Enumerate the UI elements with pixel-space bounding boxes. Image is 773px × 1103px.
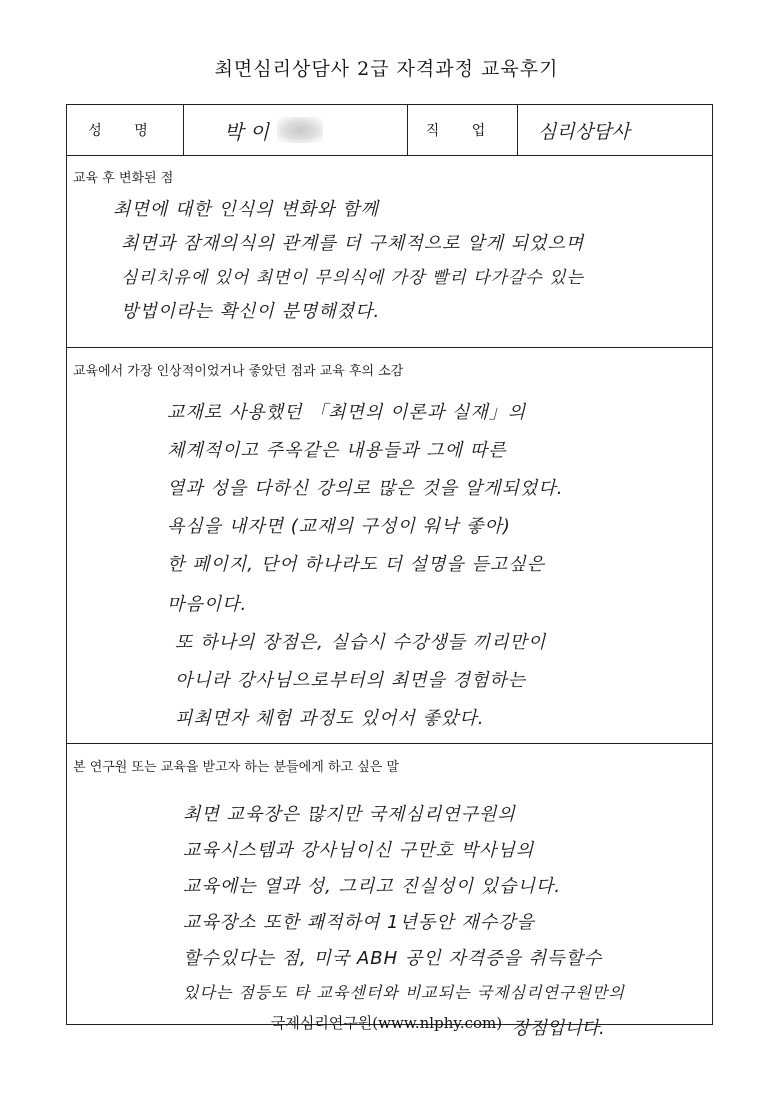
handwritten-line-overlap: 장점입니다. [512,1018,605,1039]
handwritten-line: 욕심을 내자면 (교재의 구성이 워낙 좋아) [167,516,511,537]
handwritten-line: 최면과 잠재의식의 관계를 더 구체적으로 알게 되었으며 [121,233,585,254]
section-message [67,744,712,1026]
section-label: 교육 후 변화된 점 [73,171,174,186]
handwritten-line: 최면에 대한 인식의 변화와 함께 [113,199,379,220]
handwritten-line: 열과 성을 다하신 강의로 많은 것을 알게되었다. [167,478,564,499]
handwritten-line: 심리치유에 있어 최면이 무의식에 가장 빨리 다가갈수 있는 [121,268,584,288]
handwritten-line: 아니라 강사님으로부터의 최면을 경험하는 [175,670,527,691]
handwritten-line: 교재로 사용했던 「최면의 이론과 실재」의 [167,402,527,423]
handwritten-line: 교육장소 또한 쾌적하여 1년동안 재수강을 [183,912,535,933]
handwritten-line: 체계적이고 주옥같은 내용들과 그에 따른 [167,440,507,461]
handwritten-line: 방법이라는 확신이 분명해졌다. [121,301,381,322]
section-changes [67,155,712,348]
name-value: 박 이 [224,119,269,144]
job-label: 직 업 [408,105,518,155]
name-cell [184,105,408,155]
handwritten-line: 교육에는 열과 성, 그리고 진실성이 있습니다. [183,876,562,897]
handwritten-line: 마음이다. [167,594,248,615]
section-label: 본 연구원 또는 교육을 받고자 하는 분들에게 하고 싶은 말 [73,760,400,775]
handwritten-line: 또 하나의 장점은, 실습시 수강생들 끼리만이 [175,632,547,653]
header-row [67,105,712,156]
name-label: 성 명 [67,105,184,155]
section-label: 교육에서 가장 인상적이었거나 좋았던 점과 교육 후의 소감 [73,364,404,379]
section-impressions [67,348,712,744]
document-title: 최면심리상담사 2급 자격과정 교육후기 [214,58,559,80]
footer-organization: 국제심리연구원(www.nlphy.com) [270,1014,503,1032]
handwritten-line: 있다는 점등도 타 교육센터와 비교되는 국제심리연구원만의 [183,983,625,1002]
job-cell [518,105,714,155]
handwritten-line: 피최면자 체험 과정도 있어서 좋았다. [175,708,485,729]
handwritten-line: 한 페이지, 단어 하나라도 더 설명을 듣고싶은 [167,554,546,575]
job-value: 심리상담사 [538,120,630,143]
handwritten-line: 교육시스템과 강사님이신 구만호 박사님의 [183,840,535,861]
handwritten-line: 할수있다는 점, 미국 ABH 공인 자격증을 취득할수 [183,948,603,969]
review-form [66,104,713,1025]
blurred-name-region [277,117,323,143]
handwritten-line: 최면 교육장은 많지만 국제심리연구원의 [183,804,516,825]
